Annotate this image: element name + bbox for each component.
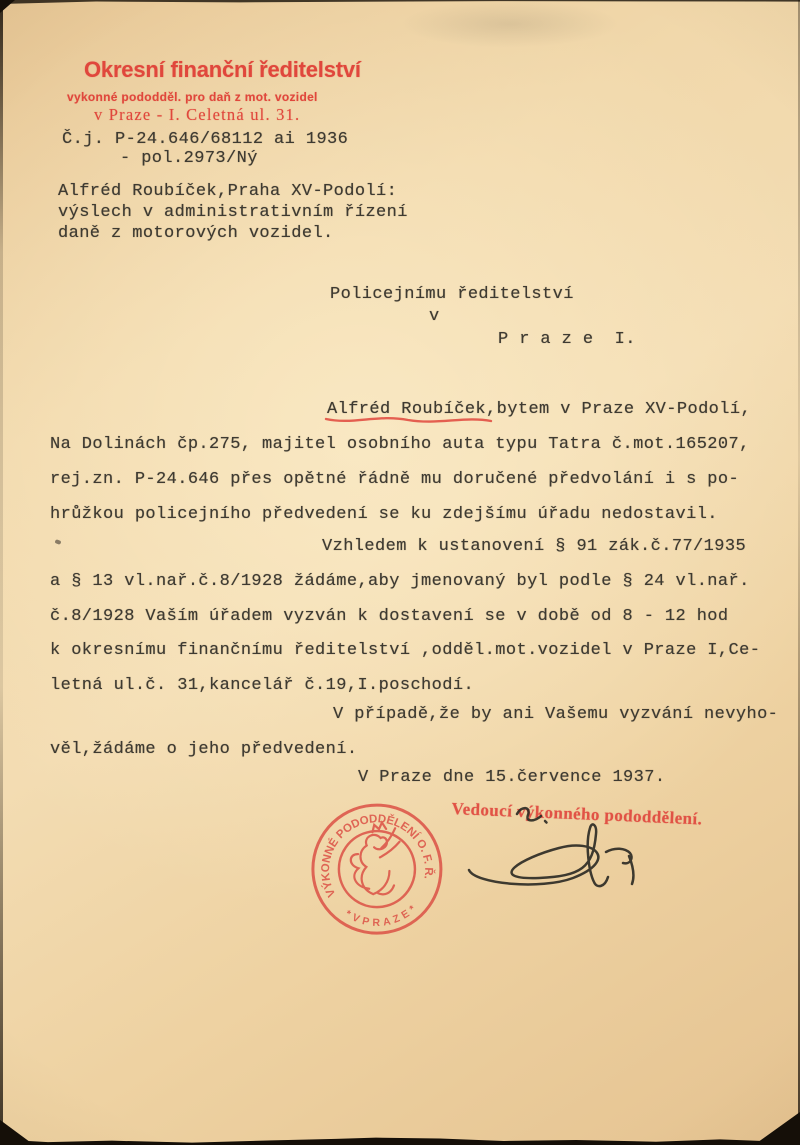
letterhead-dept: vykonné pododděl. pro daň z mot. vozidel xyxy=(67,90,318,104)
subject-line3: daně z motorových vozidel. xyxy=(58,224,334,243)
body-line3: rej.zn. P-24.646 přes opětné řádně mu doručené předvolání i s po- xyxy=(50,470,740,489)
body-line6: a § 13 vl.nař.č.8/1928 žádáme,aby jmenovaný byl podle § 24 vl.nař. xyxy=(50,572,750,591)
subject-line2: výslech v administrativním řízení xyxy=(58,203,408,222)
body-line8: k okresnímu finančnímu ředitelství ,odděl.mot.vozidel v Praze I,Ce- xyxy=(50,641,761,660)
scan-corner-bottom-left xyxy=(0,1108,34,1145)
scan-edge-left xyxy=(0,0,3,1145)
reference-number-line2: - pol.2973/Ný xyxy=(120,149,258,168)
handwritten-signature-icon xyxy=(455,792,685,897)
body-line11: věl,žádáme o jeho předvedení. xyxy=(50,740,358,759)
subject-line1: Alfréd Roubíček,Praha XV-Podolí: xyxy=(58,182,398,201)
letterhead-org: Okresní finanční ředitelství xyxy=(84,57,361,82)
body-line1-rest: bytem v Praze XV-Podolí, xyxy=(496,400,752,419)
body-name-underlined: Alfréd Roubíček, xyxy=(327,400,497,419)
scan-edge-top xyxy=(0,0,800,4)
scan-edge-bottom xyxy=(0,1136,800,1145)
body-line10: V případě,že by ani Vašemu vyzvání nevyho- xyxy=(333,705,779,724)
addressee-line1: Policejnímu ředitelství xyxy=(330,285,574,304)
role-stamp-text: Vedoucí výkonného pododdělení. xyxy=(451,799,703,829)
paper-stain xyxy=(400,0,620,48)
body-line5: Vzhledem k ustanovení § 91 zák.č.77/1935 xyxy=(322,537,747,556)
scan-corner-bottom-right xyxy=(754,1112,800,1145)
seal-ring-text-bottom: * V P R A Z E * xyxy=(342,903,419,929)
reference-number-line1: Č.j. P-24.646/68112 ai 1936 xyxy=(62,130,349,149)
letterhead-address: v Praze - I. Celetná ul. 31. xyxy=(94,105,301,124)
seal-ring-text-top: VÝKONNÉ PODODDĚLENÍ O. F. Ř. xyxy=(319,813,435,899)
addressee-line2: v xyxy=(429,307,440,326)
scan-corner-top-left xyxy=(0,0,15,13)
body-line4: hrůžkou policejního předvedení se ku zdejšímu úřadu nedostavil. xyxy=(50,505,718,524)
official-round-seal xyxy=(282,774,473,965)
red-underline xyxy=(323,412,495,426)
body-line2: Na Dolinách čp.275, majitel osobního auta typu Tatra č.mot.165207, xyxy=(50,435,750,454)
body-line7: č.8/1928 Vaším úřadem vyzván k dostavení se v době od 8 - 12 hod xyxy=(50,607,729,626)
paper-speck xyxy=(54,539,61,545)
body-line9: letná ul.č. 31,kancelář č.19,I.poschodí. xyxy=(50,676,475,695)
date-line: V Praze dne 15.července 1937. xyxy=(358,768,666,787)
addressee-line3: P r a z e I. xyxy=(498,330,636,349)
